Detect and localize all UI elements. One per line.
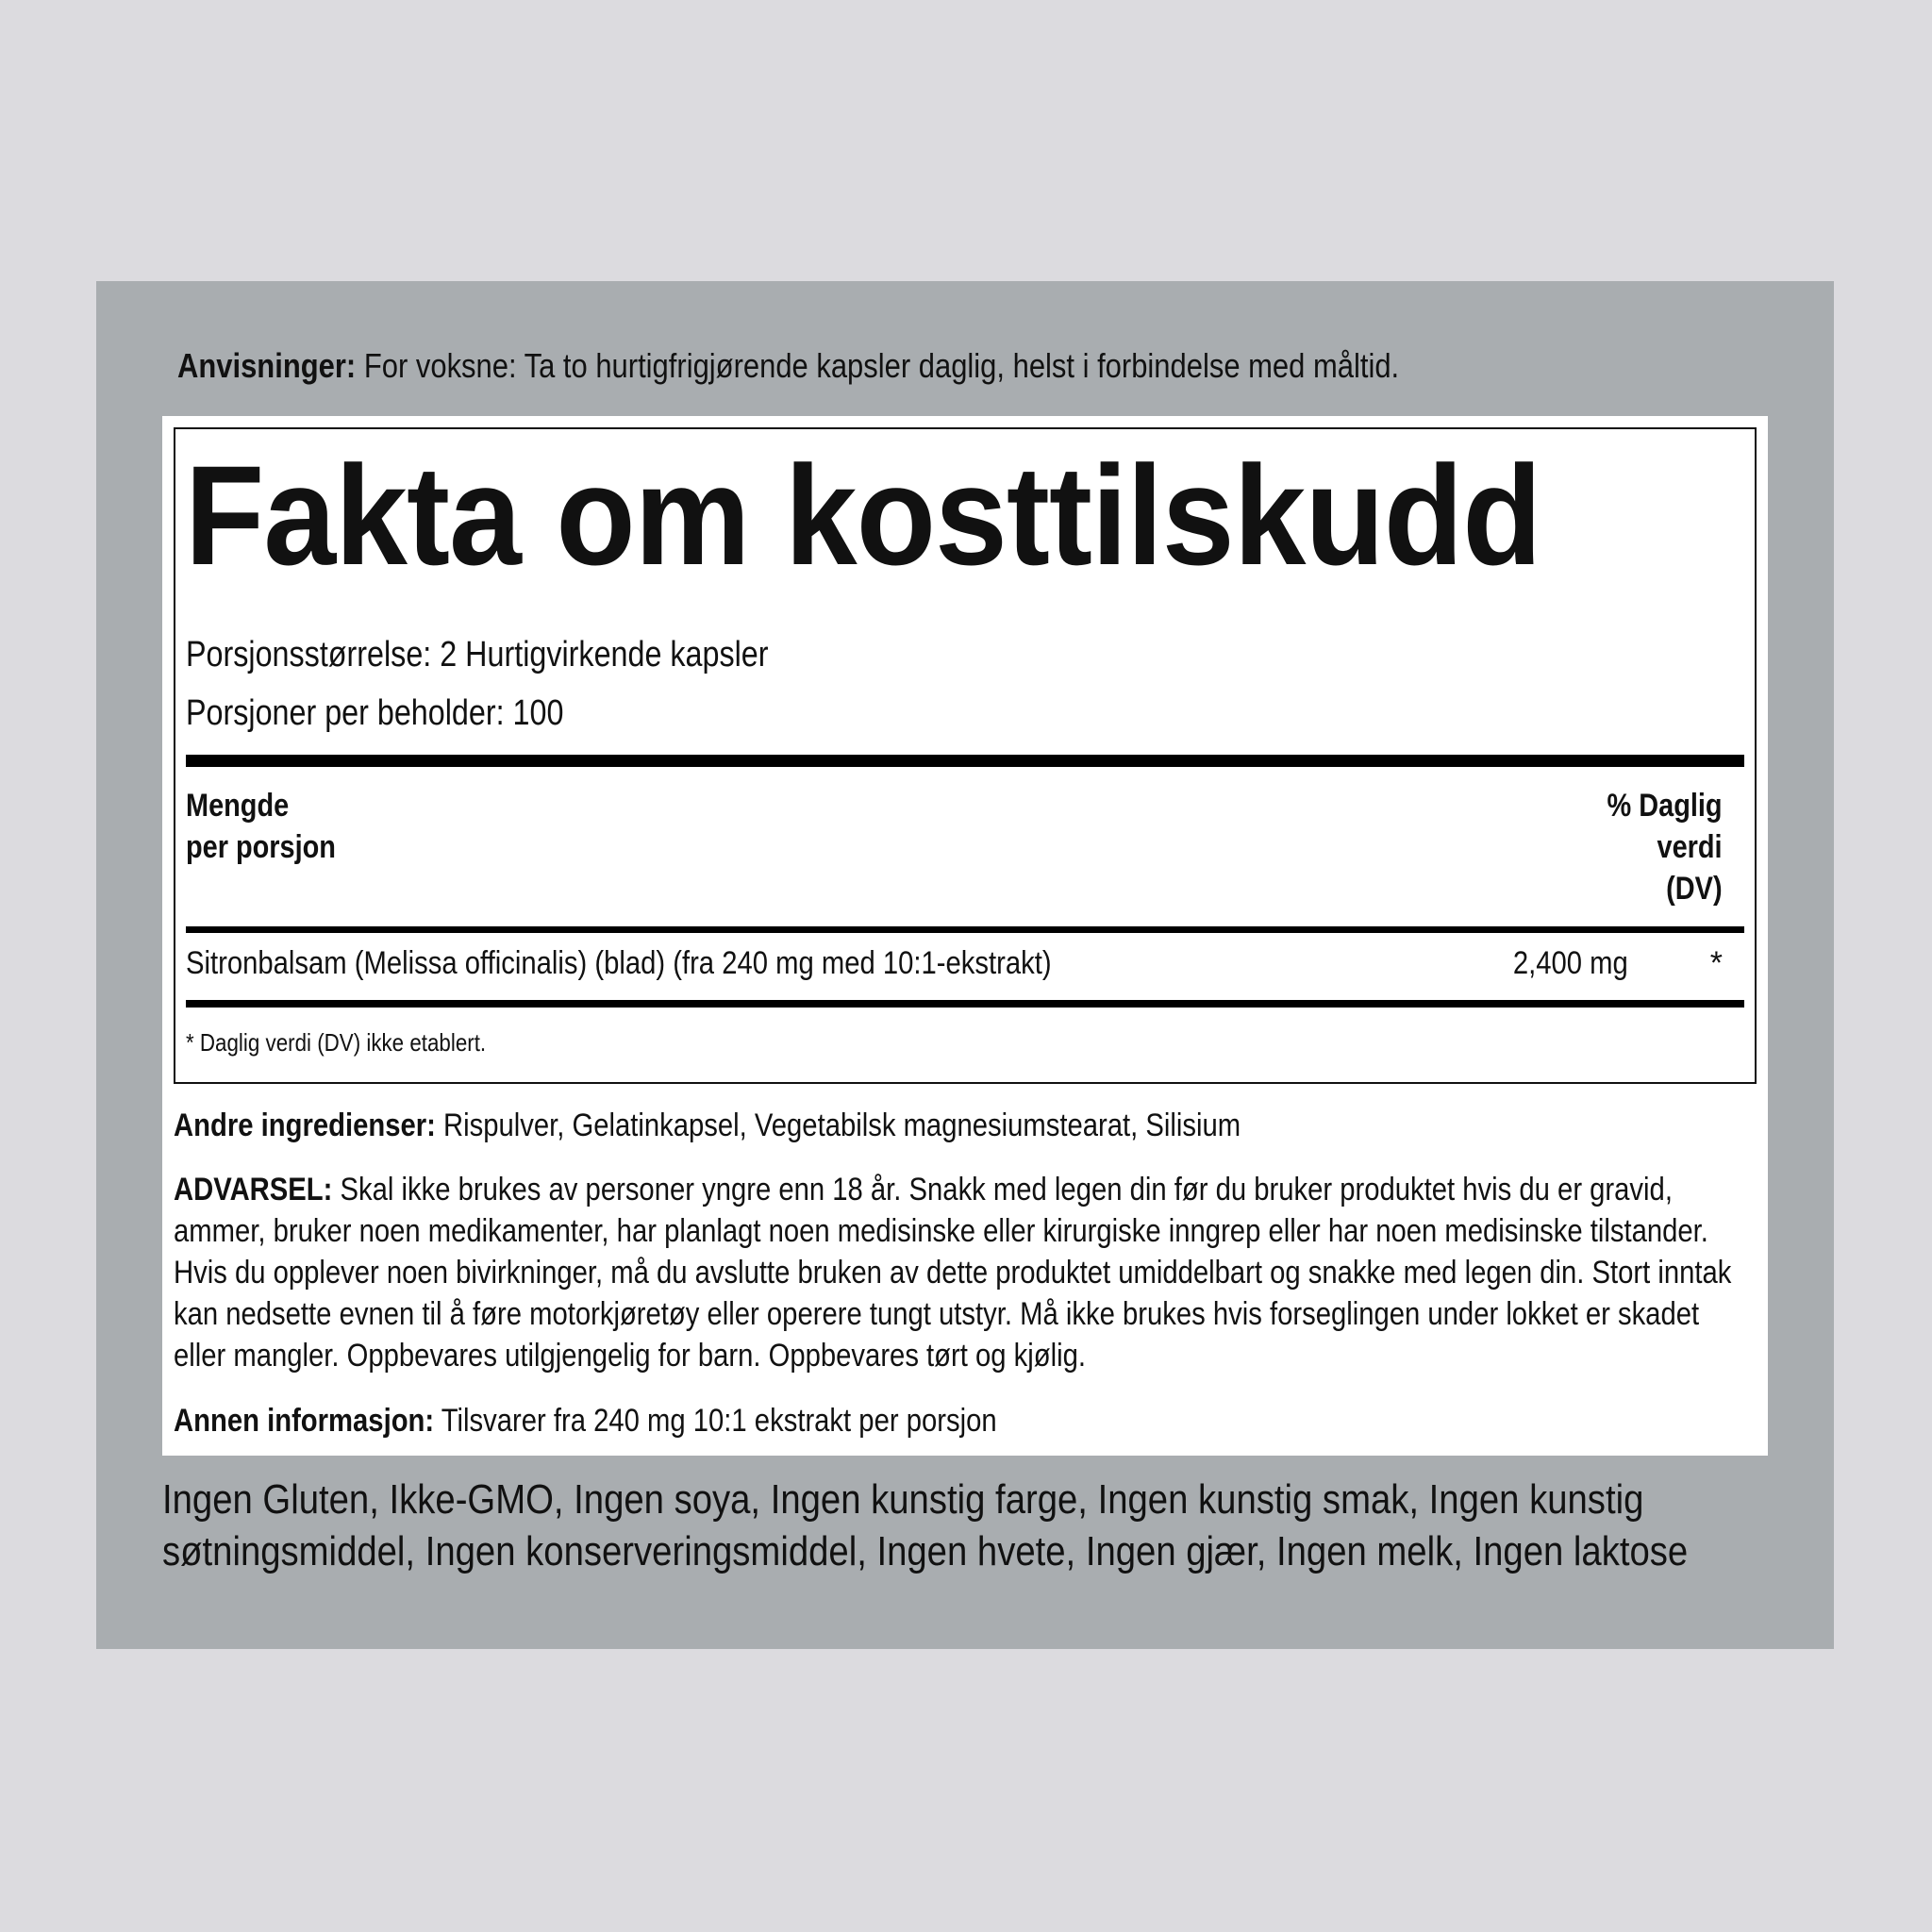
- ingredient-amount: 2,400 mg: [1513, 945, 1628, 981]
- other-information-label: Annen informasjon:: [174, 1403, 435, 1439]
- warning-label: ADVARSEL:: [174, 1172, 333, 1208]
- other-information-text: Tilsvarer fra 240 mg 10:1 ekstrakt per porsjon: [434, 1403, 997, 1439]
- daily-value-header: [1607, 785, 1723, 909]
- medium-divider: [186, 926, 1744, 933]
- directions-label: Anvisninger:: [177, 346, 357, 385]
- dv-header-line1: % Daglig: [1607, 788, 1723, 824]
- other-ingredients-text: Rispulver, Gelatinkapsel, Vegetabilsk magnesiumstearat, Silisium: [435, 1108, 1241, 1143]
- warning: [174, 1169, 1747, 1376]
- dv-header-line2: verdi: [1657, 829, 1723, 865]
- amount-header-line2: per porsjon: [186, 829, 336, 865]
- supplement-facts-title: Fakta om kosttilskudd: [185, 436, 1541, 594]
- other-ingredients-label: Andre ingredienser:: [174, 1108, 436, 1143]
- thick-divider: [186, 755, 1744, 767]
- directions-body: For voksne: Ta to hurtigfrigjørende kapsler daglig, helst i forbindelse med måltid.: [356, 346, 1400, 385]
- daily-value-footnote: * Daglig verdi (DV) ikke etablert.: [186, 1028, 487, 1057]
- directions-text: [177, 341, 1399, 391]
- other-ingredients: [174, 1105, 1241, 1146]
- warning-text: Skal ikke brukes av personer yngre enn 18 år. Snakk med legen din før du bruker produktet hvis du er gravid, ammer, bruker noen medikamenter, har planlagt noen medisinske eller kirurgiske inngrep eller har noen medisinske tilstander. Hvis du opplever noen bivirkninger, må du avslutte bruken av dette produktet umiddelbart og snakke med legen din. Stort inntak kan nedsette evnen til å føre motorkjøretøy eller operere tungt utstyr. Må ikke brukes hvis forseglingen under lokket er skadet eller mangler. Oppbevares utilgjengelig for barn. Oppbevares tørt og kjølig.: [174, 1172, 1732, 1374]
- dv-header-line3: (DV): [1666, 871, 1723, 907]
- other-information: [174, 1400, 997, 1441]
- free-from-claims: Ingen Gluten, Ikke-GMO, Ingen soya, Ingen kunstig farge, Ingen kunstig smak, Ingen kunstig søtningsmiddel, Ingen konserveringsmiddel, Ingen hvete, Ingen gjær, Ingen melk, Ingen laktose: [162, 1476, 1689, 1574]
- ingredient-daily-value: *: [1709, 945, 1723, 981]
- amount-header-line1: Mengde: [186, 788, 290, 824]
- ingredient-name: Sitronbalsam (Melissa officinalis) (blad) (fra 240 mg med 10:1-ekstrakt): [186, 945, 1052, 981]
- amount-per-serving-header: [186, 785, 336, 868]
- servings-per-container: Porsjoner per beholder: 100: [186, 693, 564, 733]
- medium-divider: [186, 1000, 1744, 1008]
- serving-size: Porsjonsstørrelse: 2 Hurtigvirkende kapsler: [186, 635, 769, 675]
